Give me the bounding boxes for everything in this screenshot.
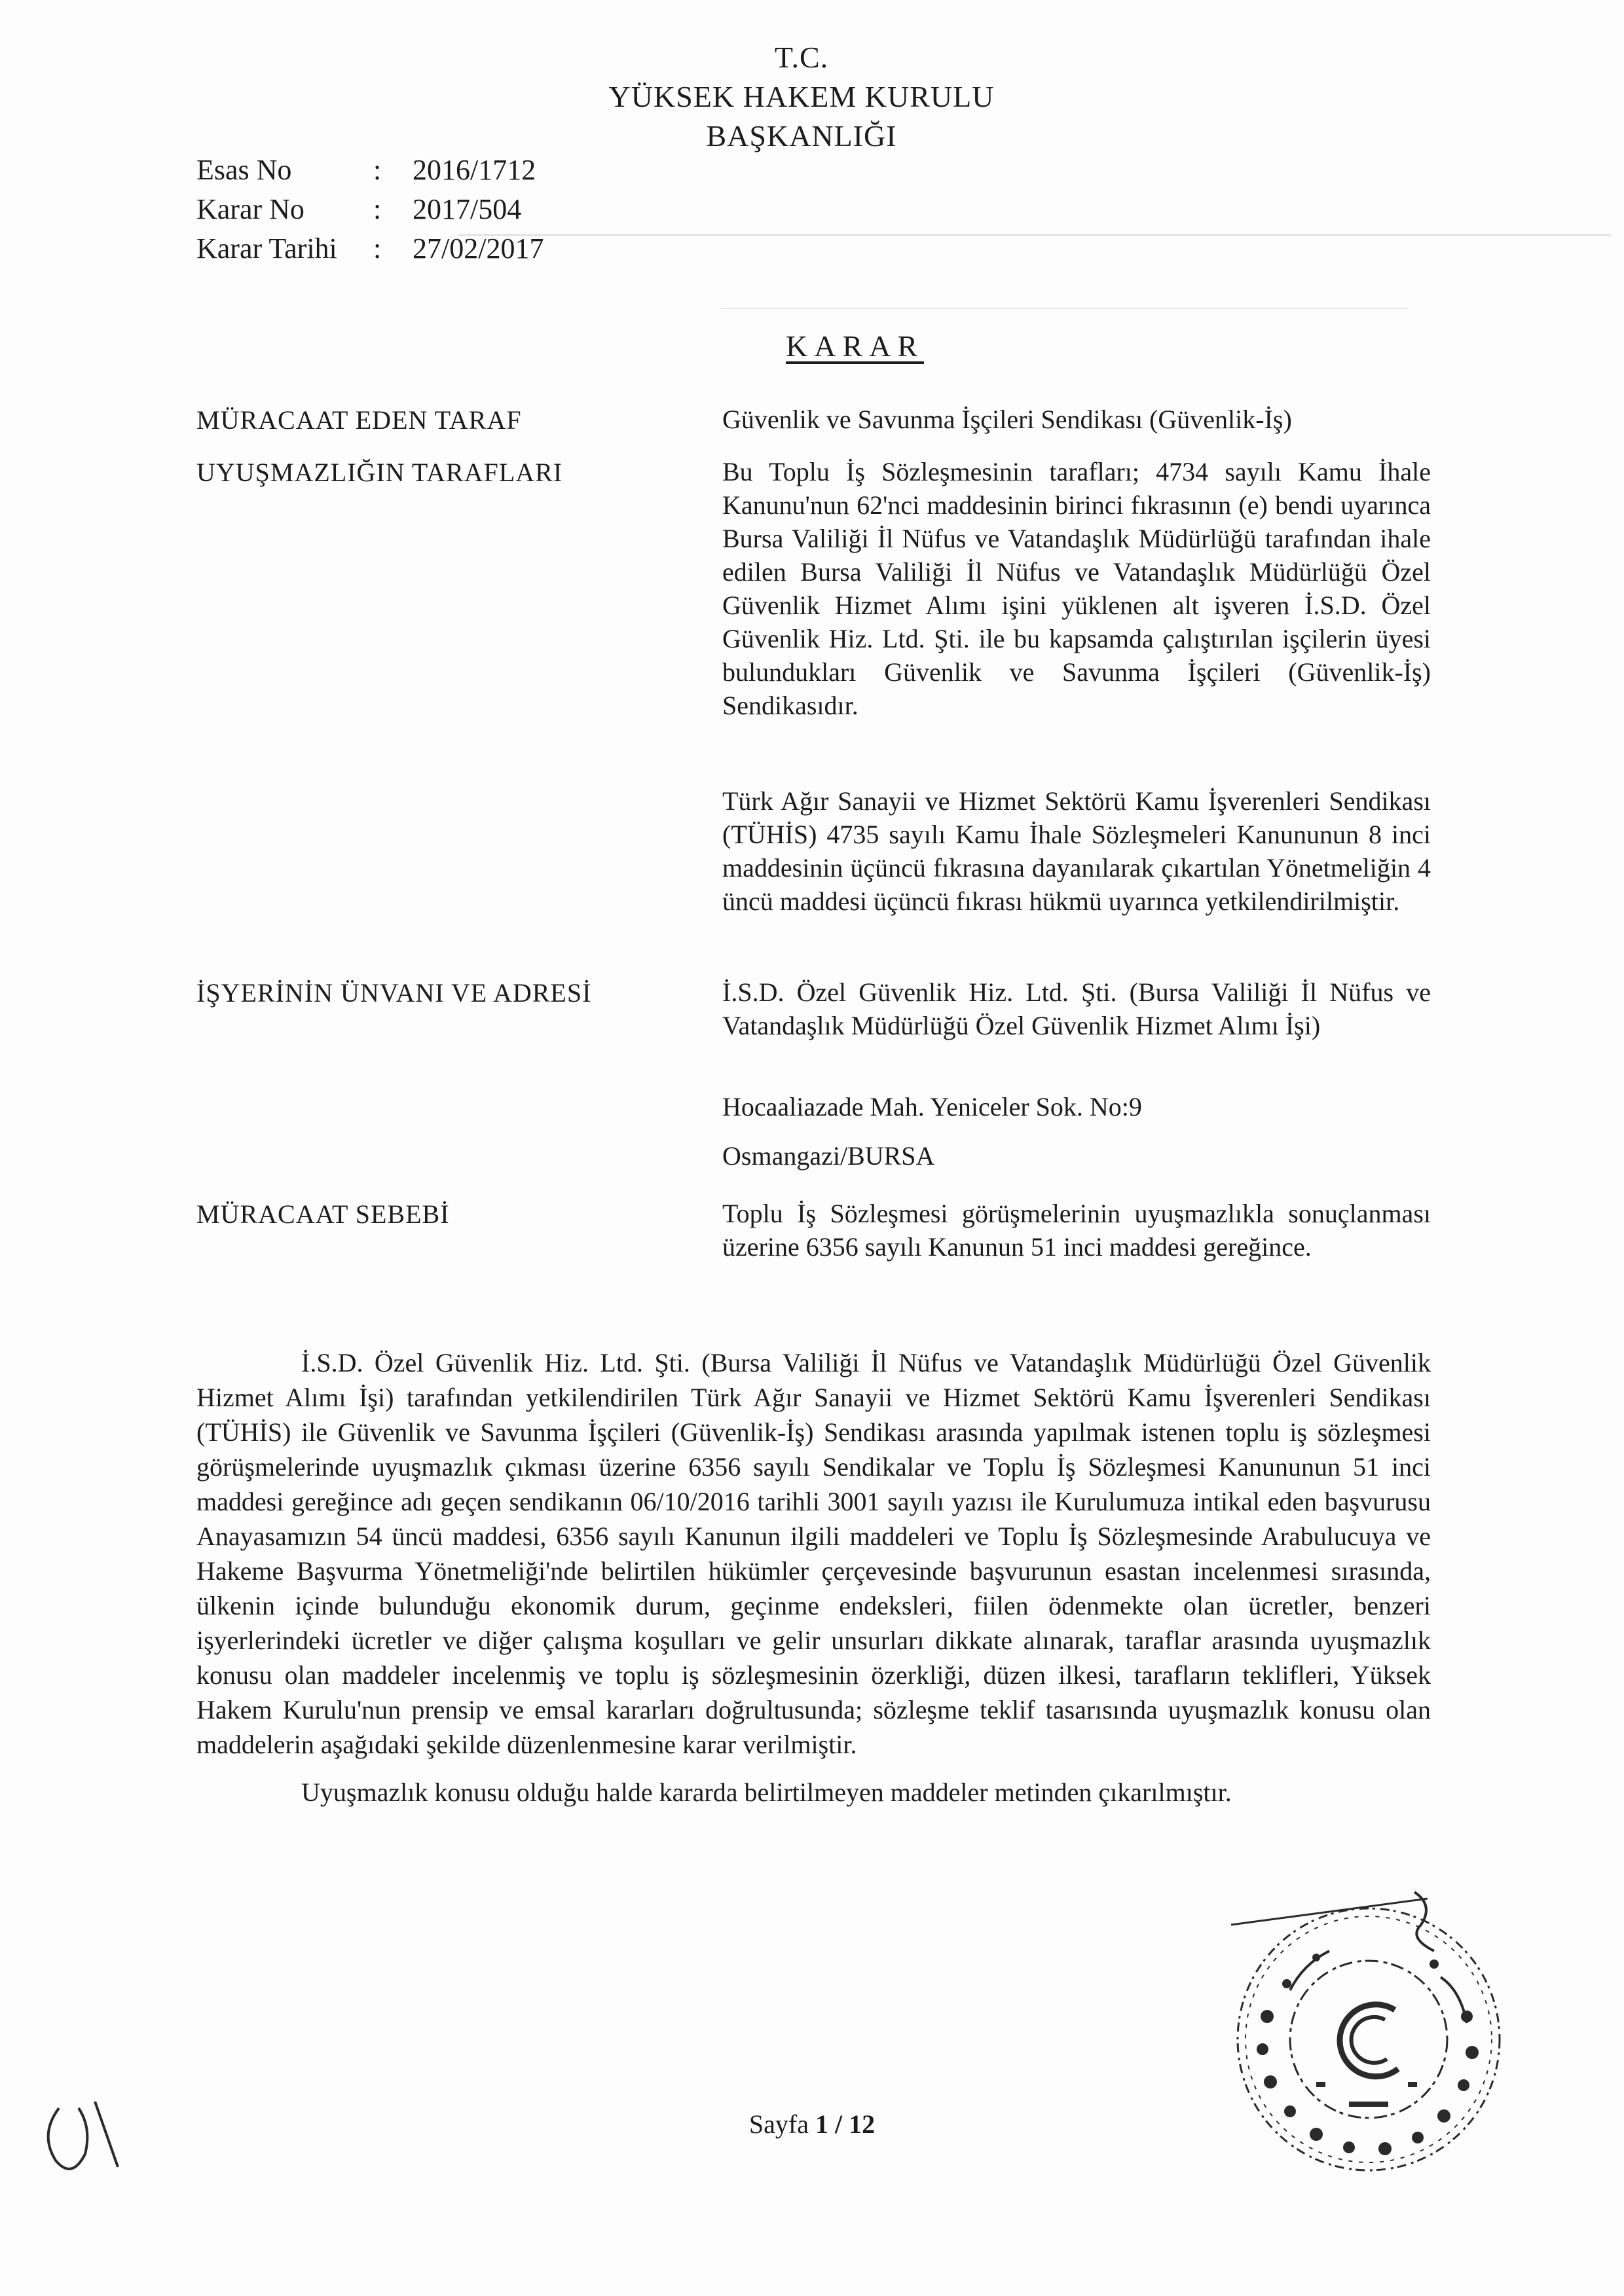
header-office: BAŞKANLIĞI xyxy=(706,119,897,153)
meta-value: 27/02/2017 xyxy=(413,232,544,264)
scan-artifact-line xyxy=(720,308,1408,309)
header-institution: YÜKSEK HAKEM KURULU xyxy=(608,80,995,113)
reason-label: MÜRACAAT SEBEBİ xyxy=(196,1199,450,1229)
meta-row-case-no xyxy=(196,151,544,190)
meta-label: Karar No xyxy=(196,193,304,225)
meta-label: Karar Tarihi xyxy=(196,232,337,264)
case-metadata xyxy=(196,151,544,268)
meta-row-decision-no xyxy=(196,190,544,229)
institution-header xyxy=(0,38,1614,156)
meta-separator: : xyxy=(373,154,382,186)
workplace-city: Osmangazi/BURSA xyxy=(722,1141,935,1171)
decision-paragraph-1: İ.S.D. Özel Güvenlik Hiz. Ltd. Şti. (Bursa Valiliği İl Nüfus ve Vatandaşlık Müdürlüğü Özel Güvenlik Hizmet Alımı İşi) tarafından yetkilendirilen Türk Ağır Sanayii ve Hizmet Sektörü Kamu İşverenleri Sendikası (TÜHİS) ile Güvenlik ve Savunma İşçileri (Güvenlik-İş) Sendikası arasında yapılmak istenen toplu iş sözleşmesi görüşmelerinde uyuşmazlık çıkması üzerine 6356 sayılı Sendikalar ve Toplu İş Sözleşmesi Kanununun 51 inci maddesi gereğince adı geçen sendikanın 06/10/2016 tarihli 3001 sayılı yazısı ile Kurulumuza intikal eden başvurusu Anayasamızın 54 üncü maddesi, 6356 sayılı Kanunun ilgili maddeleri ve Toplu İş Sözleşmesinde Arabulucuya ve Hakeme Başvurma Yönetmeliği'nde belirtilen hükümler çerçevesinde başvurunun esastan incelenmesi sırasında, ülkenin içinde bulunduğu ekonomik durum, geçinme endeksleri, fiilen ödenmekte olan ücretler, benzeri işyerlerindeki ücretler ve diğer çalışma koşulları ve gelir unsurları dikkate alınarak, taraflar arasında uyuşmazlık konusu olan maddeler incelenmiş ve toplu iş sözleşmesinin özerkliği, düzen ilkesi, tarafların teklifleri, Yüksek Hakem Kurulu'nun prensip ve emsal kararları doğrultusunda; sözleşme teklif tasarısında uyuşmazlık konusu olan maddelerin aşağıdaki şekilde düzenlenmesine karar verilmiştir. xyxy=(196,1348,1431,1759)
decision-body xyxy=(196,1345,1431,1810)
meta-value: 2016/1712 xyxy=(413,154,536,186)
header-country: T.C. xyxy=(774,41,829,74)
workplace-label: İŞYERİNİN ÜNVANI VE ADRESİ xyxy=(196,978,592,1008)
parties-label: UYUŞMAZLIĞIN TARAFLARI xyxy=(196,458,563,487)
meta-separator: : xyxy=(373,193,382,225)
meta-row-decision-date xyxy=(196,229,544,268)
official-seal-icon xyxy=(1218,1886,1519,2187)
applicant-label: MÜRACAAT EDEN TARAF xyxy=(196,405,522,435)
document-title: KARAR xyxy=(786,329,925,363)
meta-value: 2017/504 xyxy=(413,193,522,225)
workplace-name: İ.S.D. Özel Güvenlik Hiz. Ltd. Şti. (Bursa Valiliği İl Nüfus ve Vatandaşlık Müdürlüğü Özel Güvenlik Hizmet Alımı İşi) xyxy=(722,977,1431,1040)
reason-text: Toplu İş Sözleşmesi görüşmelerinin uyuşmazlıkla sonuçlanması üzerine 6356 sayılı Kanunun 51 inci maddesi gereğince. xyxy=(722,1199,1431,1262)
page-prefix: Sayfa xyxy=(748,2109,809,2139)
parties-text-1: Bu Toplu İş Sözleşmesinin tarafları; 4734 sayılı Kamu İhale Kanunu'nun 62'nci maddesinin birinci fıkrasının (e) bendi uyarınca Bursa Valiliği İl Nüfus ve Vatandaşlık Müdürlüğü tarafından ihale edilen Bursa Valiliği İl Nüfus ve Vatandaşlık Müdürlüğü Özel Güvenlik Hizmet Alımı işini yüklenen alt işveren İ.S.D. Özel Güvenlik Hiz. Ltd. Şti. ile bu kapsamda çalıştırılan işçilerin üyesi bulundukları Güvenlik ve Savunma İşçileri (Güvenlik-İş) Sendikasıdır. xyxy=(722,457,1431,720)
meta-label: Esas No xyxy=(196,154,292,186)
applicant-text: Güvenlik ve Savunma İşçileri Sendikası (Güvenlik-İş) xyxy=(722,405,1292,434)
meta-separator: : xyxy=(373,232,382,264)
decision-paragraph-2: Uyuşmazlık konusu olduğu halde kararda belirtilmeyen maddeler metinden çıkarılmıştır. xyxy=(301,1777,1232,1807)
handwritten-mark-icon xyxy=(33,2082,144,2187)
page-number: 1 / 12 xyxy=(815,2109,876,2139)
scan-artifact-line xyxy=(458,234,1611,236)
parties-text-2: Türk Ağır Sanayii ve Hizmet Sektörü Kamu İşverenleri Sendikası (TÜHİS) 4735 sayılı Kamu İhale Sözleşmeleri Kanununun 8 inci maddesinin üçüncü fıkrasına dayanılarak çıkartılan Yönetmeliğin 4 üncü maddesi üçüncü fıkrası hükmü uyarınca yetkilendirilmiştir. xyxy=(722,786,1431,916)
workplace-street: Hocaaliazade Mah. Yeniceler Sok. No:9 xyxy=(722,1092,1142,1121)
